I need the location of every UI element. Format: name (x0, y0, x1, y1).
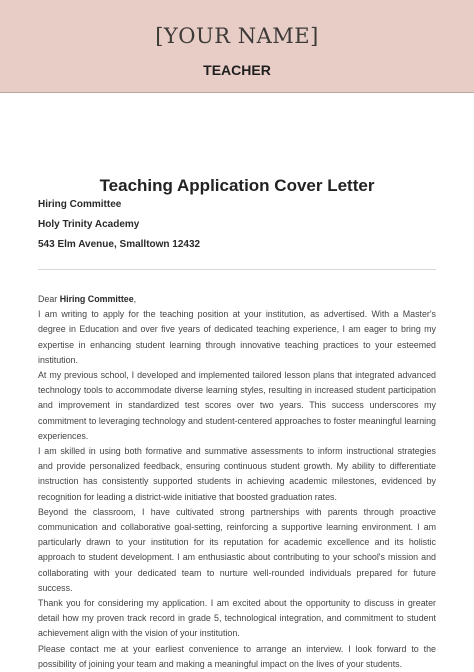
paragraph-partnerships: Beyond the classroom, I have cultivated strong partnerships with parents through proactive communication and collaborative goal-setting, reinforcing a supportive learning environment. I am particularly drawn to your institution for its reputation for academic excellence and its holistic approach to student development. I am enthusiastic about contributing to your school's mission and collaborating with your dedicated team to nurture well-rounded individuals prepared for future success. (38, 506, 436, 593)
paragraph-intro: I am writing to apply for the teaching position at your institution, as advertised. With a Master's degree in Education and over five years of dedicated teaching experience, I am eager to bring my expertise in enhancing student learning through innovative teaching practices to your esteemed institution. (38, 309, 436, 365)
paragraph-experience: At my previous school, I developed and implemented tailored lesson plans that integrated advanced technology tools to accommodate diverse learning styles, resulting in increased student participation and improvement in standardized test scores over two years. This success underscores my commitment to leveraging technology and student-centered approaches to foster meaningful learning experiences. (38, 370, 436, 441)
paragraph-assessment: I am skilled in using both formative and summative assessments to inform instructional strategies and provide personalized feedback, ensuring continuous student growth. My ability to differentiate instruction has consistently supported students in achieving academic milestones, evidenced by recognition for leading a district-wide initiative that boosted graduation rates. (38, 446, 436, 502)
salutation-prefix: Dear (38, 294, 60, 304)
recipient-line-committee: Hiring Committee (38, 199, 122, 210)
header-banner (0, 0, 474, 93)
section-divider (38, 269, 436, 270)
letter-title: Teaching Application Cover Letter (99, 176, 375, 195)
recipient-line-address: 543 Elm Avenue, Smalltown 12432 (38, 239, 201, 250)
paragraph-thanks: Thank you for considering my application. I am excited about the opportunity to discuss in greater detail how my proven track record in grade 5, technological integration, and commitment to student achievement align with the vision of your institution. (38, 598, 436, 639)
salutation-name: Hiring Committee (59, 294, 134, 304)
applicant-name: [YOUR NAME] (155, 24, 319, 48)
paragraph-closing: Please contact me at your earliest convenience to arrange an interview. I look forward to the possibility of joining your team and making a meaningful impact on the lives of your students. (38, 643, 436, 669)
salutation (38, 292, 436, 307)
letter-body (38, 292, 436, 672)
recipient-line-school: Holy Trinity Academy (38, 219, 140, 230)
salutation-suffix: , (133, 294, 137, 304)
applicant-role: TEACHER (203, 62, 271, 78)
